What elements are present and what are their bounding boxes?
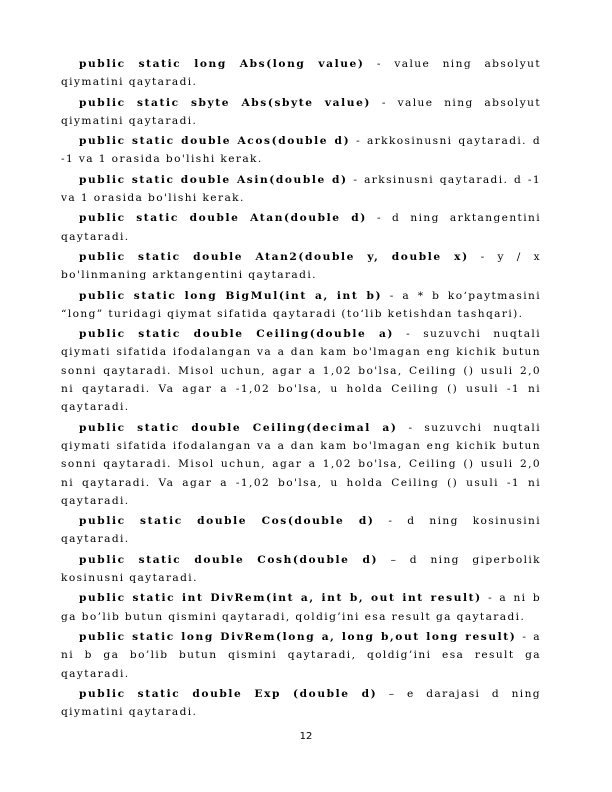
method-entry-exp: [61, 685, 541, 722]
method-entry-divrem-long: [61, 628, 541, 683]
method-signature: public static double Exp (double d): [79, 687, 378, 700]
method-entry-atan2: [61, 248, 541, 285]
method-description: - suzuvchi nuqtali qiymati sifatida ifodalangan va a dan kam bo'lmagan eng kichik butun sonni qaytaradi. Misol uchun, agar a 1,02 bo'lsa, Ceiling () usuli 2,0 ni qaytaradi. Va agar a -1,02 bo'lsa, u holda Ceiling () usuli -1 ni qaytaradi.: [61, 421, 541, 507]
method-signature: public static double Cosh(double d): [79, 553, 379, 566]
method-description: - a * b ko‘paytmasini “long” turidagi qiymat sifatida qaytaradi (to‘lib ketishdan tashqari).: [61, 289, 541, 320]
method-description: - d ning kosinusini qaytaradi.: [61, 515, 541, 546]
method-signature: public static long DivRem(long a, long b,out long result): [79, 630, 517, 643]
method-description: - d ning arktangentini qaytaradi.: [61, 212, 541, 243]
method-description: – d ning giperbolik kosinusni qaytaradi.: [61, 553, 541, 585]
method-description: - value ning absolyut qiymatini qaytaradi.: [61, 96, 541, 127]
method-signature: public static double Cos(double d): [79, 515, 375, 528]
method-signature: public static long Abs(long value): [79, 58, 365, 70]
method-description: - arkkosinusni qaytaradi. d -1 va 1 orasida bo'lishi kerak.: [61, 135, 541, 166]
method-entry-atan: [61, 209, 541, 246]
method-signature: public static double Ceiling(decimal a): [79, 421, 398, 434]
method-signature: public static double Ceiling(double a): [79, 328, 395, 341]
method-signature: public static double Atan2(double y, double x): [79, 250, 469, 263]
method-entry-cosh: [61, 551, 541, 588]
method-description: – e darajasi d ning qiymatini qaytaradi.: [61, 687, 541, 719]
document-body: [61, 55, 541, 723]
method-signature: public static sbyte Abs(sbyte value): [79, 96, 372, 109]
method-entry-abs-sbyte: [61, 94, 541, 131]
method-entry-bigmul: [61, 287, 541, 324]
method-entry-divrem-int: [61, 589, 541, 626]
method-entry-acos: [61, 132, 541, 169]
method-entry-ceiling-double: [61, 325, 541, 416]
method-entry-abs-long: [61, 55, 541, 92]
method-entry-asin: [61, 171, 541, 208]
method-description: - suzuvchi nuqtali qiymati sifatida ifodalangan va a dan kam bo'lmagan eng kichik butun sonni qaytaradi. Misol uchun, agar a 1,02 bo'lsa, Ceiling () usuli 2,0 ni qaytaradi. Va agar a -1,02 bo'lsa, u holda Ceiling () usuli -1 ni qaytaradi.: [61, 328, 541, 414]
method-signature: public static double Acos(double d): [79, 135, 351, 148]
method-signature: public static int DivRem(int a, int b, out int result): [79, 592, 482, 605]
page-number: 12: [299, 731, 313, 742]
method-description: - arksinusni qaytaradi. d -1 va 1 orasida bo'lishi kerak.: [61, 173, 541, 205]
method-description: - value ning absolyut qiymatini qaytaradi.: [61, 58, 542, 89]
method-signature: public static double Asin(double d): [79, 173, 348, 186]
method-entry-cos: [61, 512, 541, 549]
method-description: - y / x bo'linmaning arktangentini qaytaradi.: [61, 250, 541, 282]
method-description: - a ni b ga bo’lib butun qismini qaytaradi, qoldig’ini esa result ga qaytaradi.: [61, 592, 541, 623]
method-signature: public static double Atan(double d): [79, 212, 367, 225]
method-description: - a ni b ga bo’lib butun qismini qaytaradi, qoldig’ini esa result ga qaytaradi.: [61, 630, 541, 680]
method-signature: public static long BigMul(int a, int b): [79, 289, 383, 302]
method-entry-ceiling-decimal: [61, 419, 541, 510]
